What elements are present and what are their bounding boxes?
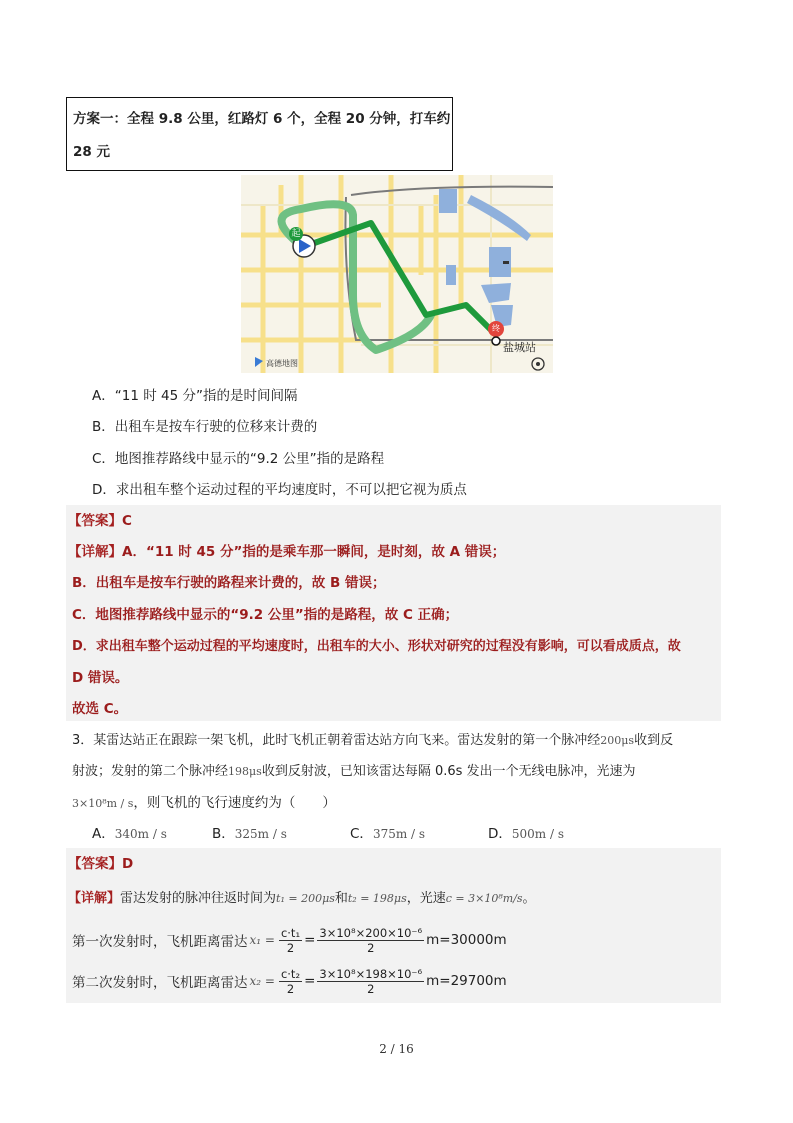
fraction: $\frac{\text{c·t₂}}{2}$ bbox=[280, 966, 301, 996]
q3-first-distance: 第一次发射时，飞机距离雷达 x₁ = $\frac{\text{c·t₁}}{2}$ = $\frac{\text{3×10⁸×200×10⁻⁶}}{2}$ m=30000m bbox=[72, 925, 507, 955]
q2-explain-d1: D．求出租车整个运动过程的平均速度时，出租车的大小、形状对研究的过程没有影响，可以看成质点，故 bbox=[72, 639, 681, 654]
q3-line-3 bbox=[72, 794, 336, 813]
q3-option-a: A．340m / s bbox=[92, 826, 167, 842]
q3-line-1 bbox=[72, 732, 673, 750]
answer-value: C bbox=[122, 513, 132, 529]
station-label: 盐城站 bbox=[503, 341, 536, 354]
q3-c-value: 3×10⁸m / s bbox=[72, 797, 134, 810]
q3-text-1a: 3．某雷达站正在跟踪一架飞机，此时飞机正朝着雷达站方向飞来。雷达发射的第一个脉冲经 bbox=[72, 733, 601, 748]
q3-option-b: B．325m / s bbox=[212, 826, 287, 842]
q3-answer bbox=[68, 855, 133, 873]
fraction: $\frac{\text{3×10⁸×198×10⁻⁶}}{2}$ bbox=[319, 966, 423, 996]
q3-option-c: C．375m / s bbox=[350, 826, 426, 842]
q2-answer bbox=[68, 512, 132, 530]
route-map bbox=[241, 175, 553, 373]
explain-label: 【详解】 bbox=[68, 891, 121, 906]
q3-t1-inline: 200μs bbox=[600, 734, 635, 747]
q2-option-a: A．“11 时 45 分”指的是时间间隔 bbox=[92, 388, 298, 404]
q3-option-d: D．500m / s bbox=[488, 826, 565, 842]
q2-conclusion: 故选 C。 bbox=[72, 701, 128, 717]
q3-text-3b: ，则飞机的飞行速度约为（ ） bbox=[133, 795, 336, 811]
q3-text-2a: 射波；发射的第二个脉冲经 bbox=[72, 764, 229, 779]
page-number: 2 / 16 bbox=[379, 1042, 414, 1056]
q3-explain-intro: 【详解】雷达发射的脉冲往返时间为t₁ = 200μs和t₂ = 198μs，光速c = 3×10⁸m/s。 bbox=[68, 891, 536, 906]
station-dot-icon bbox=[492, 337, 500, 345]
q2-option-c: C．地图推荐路线中显示的“9.2 公里”指的是路程 bbox=[92, 451, 385, 467]
q3-text-1b: 收到反 bbox=[634, 733, 674, 748]
q3-second-distance: 第二次发射时，飞机距离雷达 x₂ = $\frac{\text{c·t₂}}{2}$ = $\frac{\text{3×10⁸×198×10⁻⁶}}{2}$ m=29700m bbox=[72, 966, 507, 996]
explain-text-a: A．“11 时 45 分”指的是乘车那一瞬间，是时刻，故 A 错误； bbox=[122, 544, 506, 560]
fraction: $\frac{\text{3×10⁸×200×10⁻⁶}}{2}$ bbox=[319, 925, 423, 955]
end-badge: 终 bbox=[492, 324, 500, 333]
fraction: $\frac{\text{c·t₁}}{2}$ bbox=[280, 925, 301, 955]
q3-t2-inline: 198μs bbox=[228, 765, 262, 778]
q2-explain-c: C．地图推荐路线中显示的“9.2 公里”指的是路程，故 C 正确； bbox=[72, 607, 459, 623]
plan-line-2: 28 元 bbox=[73, 144, 110, 160]
start-badge: 起 bbox=[289, 227, 303, 241]
q2-explain-a bbox=[68, 543, 505, 561]
q3-text-2b: 收到反射波，已知该雷达每隔 0.6s 发出一个无线电脉冲，光速为 bbox=[261, 764, 636, 779]
plan-box bbox=[66, 97, 453, 171]
plan-line-1: 方案一：全程 9.8 公里，红路灯 6 个，全程 20 分钟，打车约 bbox=[73, 111, 451, 127]
map-brand-label: 高德地图 bbox=[266, 359, 298, 368]
answer-label: 【答案】 bbox=[68, 513, 122, 529]
answer-value: D bbox=[122, 856, 134, 872]
q2-option-d: D．求出租车整个运动过程的平均速度时，不可以把它视为质点 bbox=[92, 482, 467, 498]
q2-explain-d2: D 错误。 bbox=[72, 670, 129, 686]
q2-explain-b: B．出租车是按车行驶的路程来计费的，故 B 错误； bbox=[72, 575, 386, 591]
q3-line-2 bbox=[72, 763, 636, 781]
map-building bbox=[503, 261, 509, 264]
answer-label: 【答案】 bbox=[68, 856, 122, 872]
q2-option-b: B．出租车是按车行驶的位移来计费的 bbox=[92, 419, 318, 435]
explain-label: 【详解】 bbox=[68, 544, 122, 560]
